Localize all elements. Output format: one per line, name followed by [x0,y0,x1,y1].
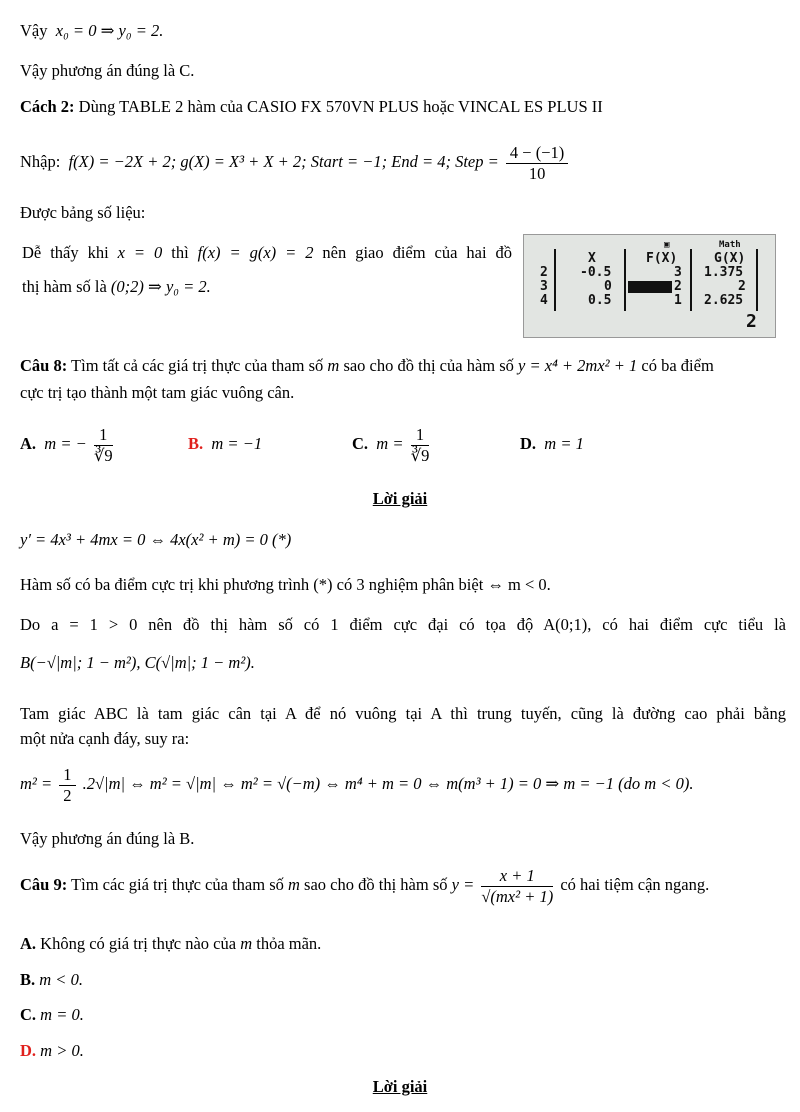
row-number: 4 [540,292,548,309]
equation-part: .2√|m| ⇔ m² = √|m| ⇔ m² = √(−m) ⇔ m⁴ + m = 0 ⇔ m(m³ + 1) = 0 ⇒ m = −1 (do m < 0). [82,774,694,793]
note-math: f(x) = g(x) = 2 [197,243,314,262]
function-expression: y = [451,875,475,894]
observation-line-1 [22,236,512,270]
solution-8-p1: Hàm số có ba điểm cực trị khi phương trình (*) có 3 nghiệm phân biệt ⇔ m < 0. [20,575,551,594]
column-g-header: G(X) [714,250,746,267]
solution-8-p4: Tam giác ABC là tam giác cân tại A để nó vuông tại A thì trung tuyến, cũng là đường cao phải bằng [20,704,786,723]
option-label: D. [20,1041,37,1060]
option-value: m = [376,434,404,453]
derivative-line: y′ = 4x³ + 4mx = 0 ⇔ 4x(x² + m) = 0 (*) [20,530,292,549]
option-value: m = 1 [544,434,584,453]
x-value: 0.5 [588,292,612,309]
option-label: A. [20,434,37,453]
solution-heading-text: Lời giải [372,489,428,508]
input-functions: f(X) = −2X + 2; g(X) = X³ + X + 2; Start = −1; End = 4; Step = [68,152,499,171]
question-text: có ba điểm [637,356,714,375]
question-text: sao cho đồ thị hàm số [299,875,452,894]
solution-8-p3: B(−√|m|; 1 − m²), C(√|m|; 1 − m²). [20,653,255,672]
question-9-label: Câu 9: [20,875,68,894]
f-value: 2 [674,278,682,295]
question-8-line-2: cực trị tạo thành một tam giác vuông cân. [20,383,295,402]
option-text: Không có giá trị thực nào của [36,934,241,953]
g-value: 2.625 [704,292,744,309]
column-f-header: F(X) [646,250,678,267]
question-text: sao cho đồ thị của hàm số [339,356,519,375]
g-value: 2 [738,278,746,295]
option-9-a [20,933,786,955]
input-label: Nhập: [20,152,61,171]
param-m: m [288,875,300,894]
option-fraction [94,425,113,466]
option-value: m = −1 [211,434,263,453]
fraction-denominator: ∛9 [93,445,113,465]
option-label: A. [20,934,37,953]
f-value: 3 [674,264,682,281]
fraction-denominator: 2 [63,785,72,805]
function-expression: y = x⁴ + 2mx² + 1 [518,356,638,375]
note-text: nên giao điểm của hai đồ [322,243,513,262]
note-math: (0;2) ⇒ y₀ = 2. [110,277,211,296]
table-caption: Được bảng số liệu: [20,203,146,222]
question-8-line-1 [20,355,786,377]
observation-line-2 [22,270,512,304]
question-text: Tìm tất cả các giá trị thực của tham số [67,356,328,375]
g-value: 1.375 [704,264,744,281]
input-line [20,140,786,184]
question-text: Tìm các giá trị thực của tham số [67,875,288,894]
question-8-label: Câu 8: [20,356,68,375]
row-number: 3 [540,278,548,295]
cursor-highlight [628,281,672,293]
solution-heading-text: Lời giải [372,1077,428,1096]
equation-fraction [59,765,75,806]
method-2-text: Dùng TABLE 2 hàm của CASIO FX 570VN PLUS hoặc VINCAL ES PLUS II [74,97,603,116]
option-label: C. [352,434,369,453]
divider [624,249,626,311]
math-x0-y0: x₀ = 0 ⇒ y₀ = 2. [55,21,164,40]
param-m: m [240,934,253,953]
param-m: m [327,356,340,375]
option-9-c [20,1004,786,1026]
row-number: 2 [540,264,548,281]
answer-c-line: Vậy phương án đúng là C. [20,61,195,80]
note-text: Dễ thấy khi [22,243,109,262]
method-2-line [20,96,786,118]
solution-8-p5: một nửa cạnh đáy, suy ra: [20,729,190,748]
option-fraction [411,425,430,466]
divider [690,249,692,311]
note-text: thì [171,243,189,262]
equation-part: m² = [20,774,53,793]
mode-icon: ▣ [664,240,670,250]
note-math: x = 0 [117,243,163,262]
option-8-b [188,433,262,455]
option-label: B. [188,434,204,453]
text-vay: Vậy [20,21,48,40]
option-value: m > 0. [36,1041,84,1060]
option-value: m = 0. [36,1005,84,1024]
fraction-denominator: √(mx² + 1) [481,886,554,906]
question-text: có hai tiệm cận ngang. [560,875,710,894]
solution-8-conclusion: Vậy phương án đúng là B. [20,829,195,848]
option-9-b [20,969,786,991]
solution-8-p2: Do a = 1 > 0 nên đồ thị hàm số có 1 điểm cực đại có tọa độ A(0;1), có hai điểm cực tiểu là [20,615,786,634]
column-x-header: X [588,250,596,267]
divider [554,249,556,311]
option-8-a [20,420,116,468]
fraction-numerator: x + 1 [481,866,553,887]
option-9-d [20,1040,786,1062]
question-9-line [20,860,786,910]
calculator-screen [523,234,776,338]
fraction-numerator: 1 [411,425,430,446]
option-8-c [352,420,432,468]
fraction-numerator: 1 [59,765,75,786]
x-value: -0.5 [580,264,612,281]
solution-heading-8 [0,488,800,510]
current-value: 2 [746,311,757,332]
mode-indicator: Math [719,240,741,250]
option-label: B. [20,970,36,989]
option-value: m = − [44,434,87,453]
step-numerator: 4 − (−1) [506,143,568,164]
option-value: m < 0. [35,970,83,989]
x-value: 0 [604,278,612,295]
solution-8-equation [20,760,786,808]
option-text: thỏa mãn. [252,934,322,953]
fraction-numerator: 1 [94,425,113,446]
solution-heading-9 [0,1076,800,1098]
function-fraction [481,866,553,907]
note-text: thị hàm số là [22,277,107,296]
divider [756,249,758,311]
step-fraction [506,143,568,184]
method-2-label: Cách 2: [20,97,75,116]
f-value: 1 [674,292,682,309]
option-label: D. [520,434,537,453]
conclusion-x0 [20,20,786,42]
option-8-d [520,433,584,455]
step-denominator: 10 [528,163,546,183]
option-label: C. [20,1005,37,1024]
observation-note [22,236,512,304]
fraction-denominator: ∛9 [410,445,430,465]
